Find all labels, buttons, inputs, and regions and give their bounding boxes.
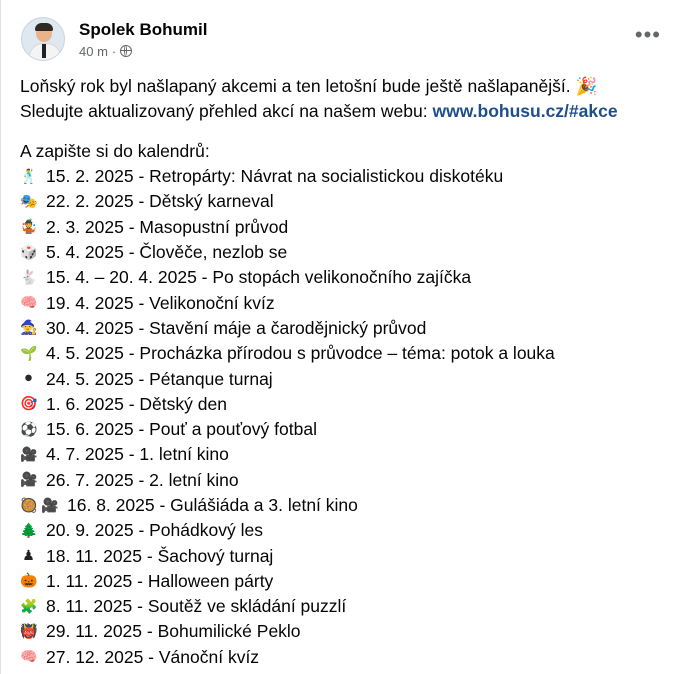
- event-text: 16. 8. 2025 - Gulášiáda a 3. letní kino: [67, 495, 358, 515]
- party-popper-icon: 🎉: [575, 76, 598, 96]
- event-item: [20, 392, 665, 417]
- event-text: 26. 7. 2025 - 2. letní kino: [46, 469, 239, 490]
- event-text: 15. 6. 2025 - Pouť a pouťový fotbal: [46, 419, 317, 440]
- event-text: 30. 4. 2025 - Stavění máje a čarodějnický průvod: [46, 317, 427, 338]
- pumpkin-icon: 🎃: [20, 573, 38, 590]
- event-text: 20. 9. 2025 - Pohádkový les: [46, 520, 263, 541]
- event-list: [20, 164, 665, 670]
- event-item: [20, 215, 665, 240]
- event-text: 15. 2. 2025 - Retropárty: Návrat na socialistickou diskotéku: [46, 166, 504, 187]
- intro-line-2: [20, 99, 665, 124]
- event-item: [20, 290, 665, 315]
- event-item: [20, 645, 665, 670]
- event-item: [20, 164, 665, 189]
- devil-mask-icon: 👹: [20, 623, 38, 640]
- brain-icon: 🧠: [20, 649, 38, 666]
- globe-icon: [120, 45, 132, 57]
- event-text: 4. 5. 2025 - Procházka přírodou s průvodce – téma: potok a louka: [46, 343, 555, 364]
- event-item: [20, 569, 665, 594]
- post-header: [21, 14, 207, 64]
- movie-camera-icon: 🎥: [20, 472, 38, 489]
- seedling-icon: 🌱: [20, 345, 38, 362]
- post-time: [79, 44, 207, 59]
- event-text: 19. 4. 2025 - Velikonoční kvíz: [46, 292, 275, 313]
- dice-icon: 🎲: [20, 244, 38, 261]
- intro-line-2-text: Sledujte aktualizovaný přehled akcí na našem webu:: [20, 101, 433, 121]
- event-text: 1. 11. 2025 - Halloween párty: [46, 570, 274, 591]
- event-text: 24. 5. 2025 - Pétanque turnaj: [46, 368, 273, 389]
- masks-icon: 🎭: [20, 193, 38, 210]
- tree-icon: 🌲: [20, 522, 38, 539]
- event-item: [20, 468, 665, 493]
- event-text: 8. 11. 2025 - Soutěž ve skládání puzzlí: [46, 596, 347, 617]
- event-text: 29. 11. 2025 - Bohumilické Peklo: [46, 621, 301, 642]
- event-item: [20, 619, 665, 644]
- chess-pawn-icon: ♟: [22, 548, 35, 565]
- intro-line-1-text: Loňský rok byl našlapaný akcemi a ten letošní bude ještě našlapanější.: [20, 76, 571, 96]
- event-item: [20, 240, 665, 265]
- event-item: [20, 316, 665, 341]
- event-item: [20, 265, 665, 290]
- movie-camera-icon: 🎥: [41, 497, 59, 514]
- event-item: [20, 189, 665, 214]
- event-text: 27. 12. 2025 - Vánoční kvíz: [46, 646, 260, 667]
- witch-icon: 🧙: [20, 320, 38, 337]
- movie-camera-icon: 🎥: [20, 446, 38, 463]
- puzzle-icon: 🧩: [20, 598, 38, 615]
- pan-icon: 🥘: [20, 497, 38, 514]
- rabbit-icon: 🐇: [20, 269, 38, 286]
- target-icon: 🎯: [20, 396, 38, 413]
- event-text: 4. 7. 2025 - 1. letní kino: [46, 444, 229, 465]
- event-text: 5. 4. 2025 - Člověče, nezlob se: [46, 242, 288, 263]
- petanque-ball-icon: ⚫: [22, 371, 35, 388]
- event-item: [20, 417, 665, 442]
- event-item: [20, 518, 665, 543]
- timestamp[interactable]: 40 m: [79, 43, 108, 59]
- more-options-icon[interactable]: •••: [634, 22, 661, 47]
- post-text: [20, 74, 665, 670]
- post-meta: [79, 20, 207, 59]
- dancer-icon: 🕺: [20, 168, 38, 185]
- event-item: [20, 341, 665, 366]
- event-item: [20, 493, 665, 518]
- brain-icon: 🧠: [20, 295, 38, 312]
- event-item: [20, 543, 665, 568]
- event-text: 2. 3. 2025 - Masopustní průvod: [46, 216, 289, 237]
- list-heading: A zapište si do kalendrů:: [20, 141, 210, 161]
- event-text: 18. 11. 2025 - Šachový turnaj: [46, 545, 274, 566]
- separator: ·: [111, 43, 117, 59]
- event-item: [20, 442, 665, 467]
- intro-line-1: [20, 74, 665, 99]
- event-text: 1. 6. 2025 - Dětský den: [46, 393, 227, 414]
- event-text: 22. 2. 2025 - Dětský karneval: [46, 191, 274, 212]
- event-text: 15. 4. – 20. 4. 2025 - Po stopách velikonočního zajíčka: [46, 267, 472, 288]
- event-item: [20, 594, 665, 619]
- avatar[interactable]: [21, 17, 65, 61]
- website-link[interactable]: www.bohusu.cz/#akce: [432, 101, 618, 121]
- costume-icon: 🤹: [20, 219, 38, 236]
- author-name[interactable]: Spolek Bohumil: [79, 19, 208, 39]
- event-item: [20, 366, 665, 391]
- soccer-ball-icon: ⚽: [20, 421, 38, 438]
